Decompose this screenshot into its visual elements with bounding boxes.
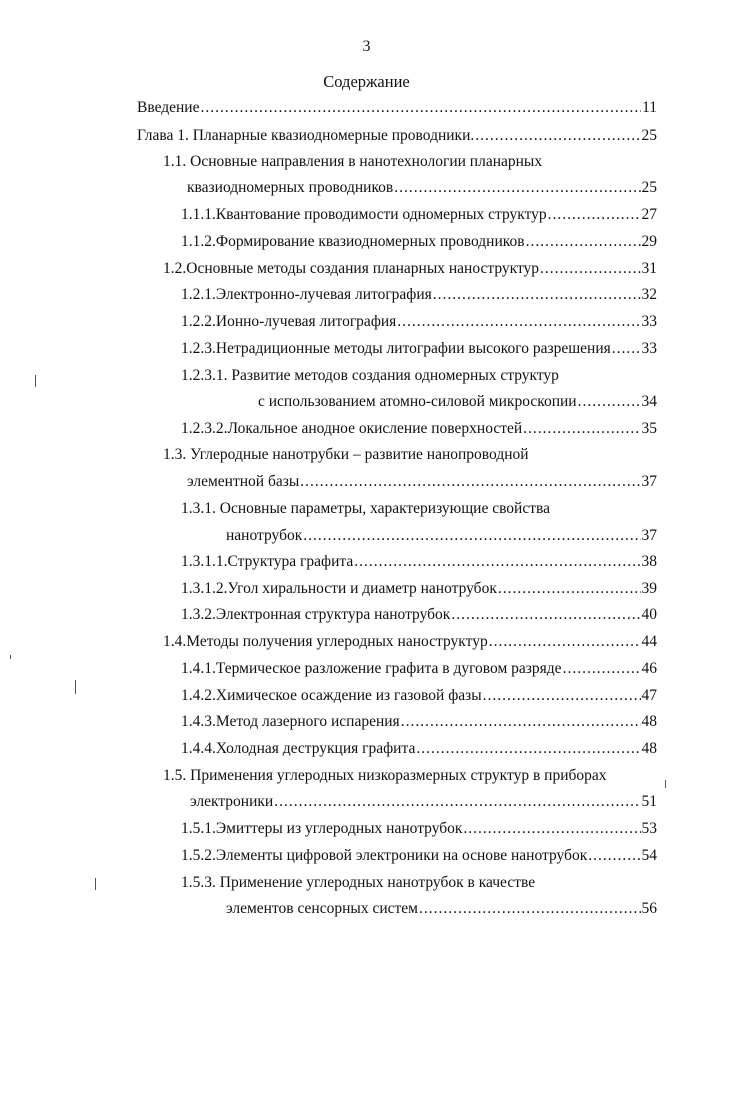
- scan-artifact: [10, 655, 11, 659]
- toc-title: Содержание: [323, 72, 410, 91]
- toc-entry-text: Локальное анодное окисление поверхностей: [227, 420, 523, 437]
- toc-entry-1-3-1-2: [181, 579, 657, 599]
- toc-entry-page: 37: [641, 527, 657, 544]
- toc-leader-dots: [489, 632, 641, 652]
- toc-entry-page: 44: [641, 633, 657, 650]
- toc-entry-1-4-3: [181, 712, 657, 732]
- toc-leader-dots: [397, 312, 640, 332]
- toc-entry-page: 31: [641, 260, 657, 277]
- toc-leader-dots: [588, 846, 640, 866]
- toc-leader-dots: [394, 178, 640, 198]
- toc-leader-dots: [401, 712, 641, 732]
- toc-entry-text: Холодная деструкция графита: [215, 740, 416, 757]
- toc-entry-1-2-3: [181, 339, 657, 359]
- toc-entry-text: Квантование проводимости одномерных структур: [215, 206, 547, 223]
- toc-entry-text: Применения углеродных низкоразмерных структур в приборах: [190, 767, 607, 784]
- toc-entry-1-2-3-1: [258, 392, 657, 412]
- toc-entry-text: Введение: [137, 99, 200, 116]
- toc-entry-page: 53: [641, 820, 657, 837]
- toc-entry-number: 1.2.2.: [181, 313, 216, 330]
- toc-entry-number: 1.5.2.: [181, 847, 216, 864]
- toc-entry-1-3-1-first-line: [181, 499, 550, 519]
- toc-leader-dots: [578, 392, 641, 412]
- toc-entry-1-5-2: [181, 846, 657, 866]
- toc-entry-page: 25: [641, 179, 657, 196]
- toc-entry-page: 34: [641, 393, 657, 410]
- toc-entry-text: Элементы цифровой электроники на основе нанотрубок: [215, 847, 588, 864]
- toc-entry-number: 1.3.1.2.: [181, 580, 228, 597]
- toc-entry-page: 33: [641, 340, 657, 357]
- toc-entry-page: 37: [641, 473, 657, 490]
- toc-entry-1-4-4: [181, 739, 657, 759]
- toc-entry-1-4-2: [181, 686, 657, 706]
- toc-entry-page: 47: [641, 687, 657, 704]
- toc-leader-dots: [463, 819, 640, 839]
- toc-leader-dots: [419, 899, 641, 919]
- toc-entry-page: 11: [642, 99, 657, 116]
- toc-entry-page: 46: [641, 660, 657, 677]
- toc-entry-1-5-3-first-line: [181, 873, 535, 893]
- toc-entry-text: Эмиттеры из углеродных нанотрубок: [215, 820, 463, 837]
- toc-entry-number: 1.5.3.: [181, 874, 216, 891]
- toc-entry-number: 1.5.: [163, 767, 187, 784]
- toc-entry-page: 32: [641, 286, 657, 303]
- toc-entry-text: Структура графита: [227, 553, 354, 570]
- toc-entry-continuation: квазиодномерных проводников: [187, 179, 394, 196]
- toc-entry-chapter-1: [137, 126, 657, 146]
- toc-entry-number: 1.3.1.: [181, 500, 216, 517]
- toc-entry-1-1-first-line: [163, 152, 542, 172]
- toc-entry-number: 1.2.3.2.: [181, 420, 228, 437]
- toc-entry-text: Формирование квазиодномерных проводников: [215, 233, 525, 250]
- toc-entry-text: Химическое осаждение из газовой фазы: [215, 687, 482, 704]
- toc-entry-1-3: [187, 472, 657, 492]
- scan-artifact: [35, 375, 36, 387]
- toc-entry-1-2-2: [181, 312, 657, 332]
- toc-leader-dots: [200, 98, 641, 118]
- toc-entry-number: 1.1.2.: [181, 233, 216, 250]
- toc-leader-dots: [523, 419, 640, 439]
- toc-entry-page: 48: [641, 713, 657, 730]
- toc-entry-1-3-first-line: [163, 445, 529, 465]
- toc-entry-text: Применение углеродных нанотрубок в качестве: [219, 874, 536, 891]
- toc-entry-page: 35: [641, 420, 657, 437]
- toc-entry-1-4-1: [181, 659, 657, 679]
- toc-leader-dots: [483, 686, 641, 706]
- toc-entry-page: 48: [641, 740, 657, 757]
- toc-entry-number: 1.3.1.1.: [181, 553, 228, 570]
- toc-entry-text: Электронно-лучевая литография: [215, 286, 432, 303]
- toc-leader-dots: [612, 339, 641, 359]
- toc-leader-dots: [526, 232, 641, 252]
- toc-entry-1-5: [190, 792, 657, 812]
- toc-entry-1-2: [163, 259, 657, 279]
- toc-leader-dots: [540, 259, 640, 279]
- toc-entry-text: Основные параметры, характеризующие свойства: [219, 500, 550, 517]
- toc-entry-page: 54: [641, 847, 657, 864]
- scan-artifact: [665, 780, 666, 788]
- toc-entry-text: Глава 1. Планарные квазиодномерные проводники.: [137, 127, 475, 144]
- toc-entry-number: 1.3.2.: [181, 606, 216, 623]
- toc-entry-number: 1.4.1.: [181, 660, 216, 677]
- toc-entry-number: 1.2.3.: [181, 340, 216, 357]
- toc-entry-continuation: нанотрубок: [226, 527, 303, 544]
- toc-entry-continuation: электроники: [190, 793, 274, 810]
- toc-entry-1-3-1-1: [181, 552, 657, 572]
- toc-entry-text: Нетрадиционные методы литографии высокого разрешения: [215, 340, 611, 357]
- toc-entry-1-3-1: [226, 526, 657, 546]
- toc-entry-text: Электронная структура нанотрубок: [215, 606, 451, 623]
- toc-entry-introduction: [137, 98, 657, 118]
- toc-entry-1-1: [187, 178, 657, 198]
- toc-entry-number: 1.1.1.: [181, 206, 216, 223]
- toc-leader-dots: [563, 659, 641, 679]
- toc-leader-dots: [300, 472, 640, 492]
- toc-entry-1-4: [163, 632, 657, 652]
- toc-leader-dots: [274, 792, 640, 812]
- toc-entry-page: 51: [641, 793, 657, 810]
- toc-entry-1-3-2: [181, 605, 657, 625]
- toc-entry-number: 1.2.1.: [181, 286, 216, 303]
- toc-leader-dots: [548, 205, 641, 225]
- toc-entry-1-5-3: [226, 899, 657, 919]
- toc-entry-number: 1.2.3.1.: [181, 367, 228, 384]
- toc-entry-page: 39: [641, 580, 657, 597]
- toc-entry-text: Основные методы создания планарных наноструктур: [186, 260, 540, 277]
- toc-entry-1-2-3-1-first-line: [181, 366, 559, 386]
- toc-entry-page: 27: [641, 206, 657, 223]
- toc-leader-dots: [451, 605, 640, 625]
- toc-entry-number: 1.1.: [163, 153, 187, 170]
- toc-entry-continuation: с использованием атомно-силовой микроскопии: [258, 393, 577, 410]
- scan-artifact: [95, 878, 96, 890]
- toc-leader-dots: [354, 552, 640, 572]
- toc-entry-page: 40: [641, 606, 657, 623]
- scan-artifact: [75, 680, 76, 694]
- toc-leader-dots: [416, 739, 640, 759]
- toc-entry-1-2-3-2: [181, 419, 657, 439]
- toc-leader-dots: [433, 285, 641, 305]
- toc-entry-text: Термическое разложение графита в дуговом разряде: [215, 660, 562, 677]
- toc-leader-dots: [498, 579, 641, 599]
- toc-leader-dots: [303, 526, 640, 546]
- toc-entry-number: 1.4.: [163, 633, 187, 650]
- toc-entry-continuation: элементной базы: [187, 473, 300, 490]
- toc-entry-1-5-1: [181, 819, 657, 839]
- toc-entry-number: 1.3.: [163, 446, 187, 463]
- toc-entry-number: 1.5.1.: [181, 820, 216, 837]
- page-number: 3: [362, 38, 371, 55]
- toc-entry-number: 1.4.4.: [181, 740, 216, 757]
- toc-leader-dots: [475, 126, 640, 146]
- toc-entry-1-2-1: [181, 285, 657, 305]
- toc-entry-text: Угол хиральности и диаметр нанотрубок: [227, 580, 497, 597]
- toc-entry-text: Метод лазерного испарения: [215, 713, 400, 730]
- toc-entry-page: 33: [641, 313, 657, 330]
- toc-entry-number: 1.2.: [163, 260, 187, 277]
- toc-entry-page: 29: [641, 233, 657, 250]
- toc-entry-continuation: элементов сенсорных систем: [226, 900, 418, 917]
- toc-entry-page: 25: [641, 127, 657, 144]
- toc-entry-text: Ионно-лучевая литография: [215, 313, 397, 330]
- toc-entry-1-1-1: [181, 205, 657, 225]
- toc-entry-1-1-2: [181, 232, 657, 252]
- toc-entry-number: 1.4.2.: [181, 687, 216, 704]
- toc-entry-text: Развитие методов создания одномерных структур: [231, 367, 559, 384]
- toc-entry-text: Методы получения углеродных наноструктур: [186, 633, 488, 650]
- toc-entry-page: 38: [641, 553, 657, 570]
- toc-entry-1-5-first-line: [163, 766, 607, 786]
- toc-entry-page: 56: [641, 900, 657, 917]
- toc-entry-text: Основные направления в нанотехнологии планарных: [190, 153, 543, 170]
- toc-entry-text: Углеродные нанотрубки – развитие нанопроводной: [190, 446, 529, 463]
- toc-entry-number: 1.4.3.: [181, 713, 216, 730]
